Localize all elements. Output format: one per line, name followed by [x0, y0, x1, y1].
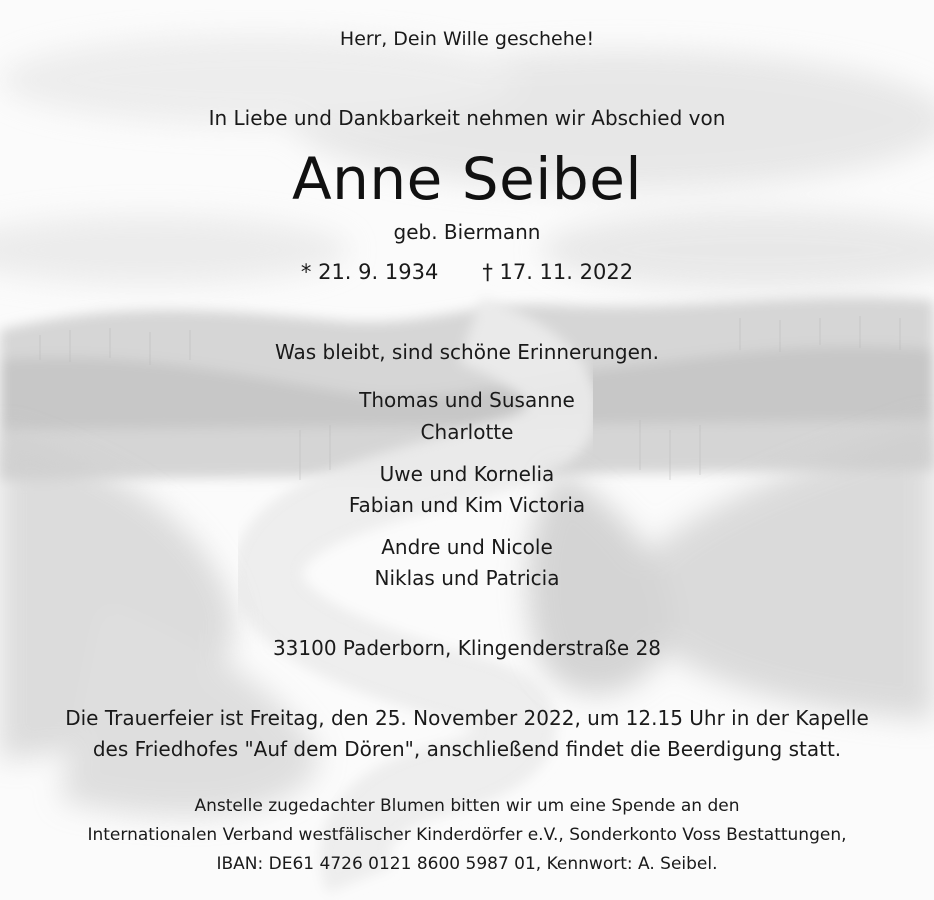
- intro-line: In Liebe und Dankbarkeit nehmen wir Abschied von: [208, 106, 726, 130]
- family-line: Charlotte: [420, 420, 514, 444]
- family-line: Niklas und Patricia: [374, 566, 560, 590]
- address: 33100 Paderborn, Klingenderstraße 28: [272, 636, 662, 660]
- death-date: † 17. 11. 2022: [482, 260, 634, 284]
- funeral-info-line: des Friedhofes "Auf dem Dören", anschließend findet die Beerdigung statt.: [92, 737, 842, 761]
- deceased-name: Anne Seibel: [291, 145, 643, 213]
- quote: Was bleibt, sind schöne Erinnerungen.: [275, 340, 659, 364]
- birth-date: * 21. 9. 1934: [300, 260, 439, 284]
- family-line: Fabian und Kim Victoria: [348, 493, 586, 517]
- family-line: Uwe und Kornelia: [379, 462, 555, 486]
- donation-line: Internationalen Verband westfälischer Kinderdörfer e.V., Sonderkonto Voss Bestattungen,: [87, 825, 847, 845]
- motto: Herr, Dein Wille geschehe!: [339, 28, 595, 50]
- family-line: Thomas und Susanne: [359, 388, 575, 412]
- family-line: Andre und Nicole: [381, 535, 553, 559]
- donation-line: IBAN: DE61 4726 0121 8600 5987 01, Kennwort: A. Seibel.: [216, 854, 718, 874]
- funeral-info-line: Die Trauerfeier ist Freitag, den 25. November 2022, um 12.15 Uhr in der Kapelle: [65, 706, 869, 730]
- donation-line: Anstelle zugedachter Blumen bitten wir um eine Spende an den: [194, 796, 740, 816]
- life-dates: [0, 260, 934, 284]
- maiden-name: geb. Biermann: [393, 220, 541, 244]
